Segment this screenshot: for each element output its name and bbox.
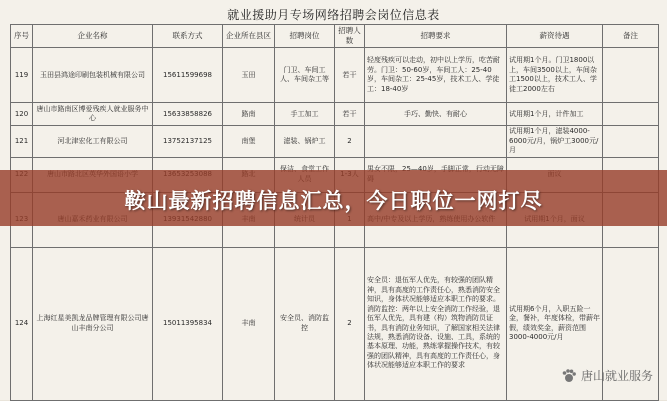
cell-district: 丰南 — [223, 247, 275, 400]
cell-note — [603, 48, 659, 103]
cell-requirements: 安全员：退伍军人优先，有较强的团队精神，具有高度的工作责任心，熟悉消防安全知识，身体状况能够适应本职工作的要求。消防监控：两年以上安全消防工作经验，退伍军人优先，具有建（构）筑物消防员证书，具有消防业务知识，了解国家相关法律法规，熟悉消防设备、设施、工具，系统的基本原理、功能，熟练掌握操作技术，有较强的团队精神，具有高度的工作责任心，身体状况能够适应本职工作的要求 — [365, 247, 507, 400]
cell-phone: 15011395834 — [153, 247, 223, 400]
document-title: 就业援助月专场网络招聘会岗位信息表 — [227, 8, 440, 22]
cell-count: 2 — [335, 126, 365, 157]
cell-district: 路南 — [223, 103, 275, 126]
cell-requirements — [365, 126, 507, 157]
cell-count: 若干 — [335, 48, 365, 103]
table-row — [11, 48, 659, 103]
header-no: 序号 — [11, 25, 33, 48]
cell-phone: 13752137125 — [153, 126, 223, 157]
cell-note — [603, 103, 659, 126]
cell-no: 121 — [11, 126, 33, 157]
header-count: 招聘人数 — [335, 25, 365, 48]
cell-company: 唐山市路南区博爱残疾人就业服务中心 — [33, 103, 153, 126]
cell-phone: 15611599698 — [153, 48, 223, 103]
cell-requirements: 轻度残疾可以走动，初中以上学历，吃苦耐劳。门卫：50-60岁，车间工人：25-40岁，车间杂工：25-45岁，技术工人、学徒工：18-40岁 — [365, 48, 507, 103]
header-note: 备注 — [603, 25, 659, 48]
header-requirements: 招聘要求 — [365, 25, 507, 48]
table-row — [11, 126, 659, 157]
cell-district: 南堡 — [223, 126, 275, 157]
watermark-label: 唐山就业服务 — [580, 369, 653, 383]
cell-note — [603, 126, 659, 157]
cell-requirements: 手巧、勤快、有耐心 — [365, 103, 507, 126]
table-row — [11, 103, 659, 126]
cell-count: 若干 — [335, 103, 365, 126]
cell-no: 119 — [11, 48, 33, 103]
header-company: 企业名称 — [33, 25, 153, 48]
header-phone: 联系方式 — [153, 25, 223, 48]
header-position: 招聘岗位 — [275, 25, 335, 48]
cell-phone: 15633858826 — [153, 103, 223, 126]
cell-no: 120 — [11, 103, 33, 126]
cell-company: 玉田县鸿途印刷包装机械有限公司 — [33, 48, 153, 103]
cell-district: 玉田 — [223, 48, 275, 103]
header-salary: 薪资待遇 — [507, 25, 603, 48]
cell-salary: 试用期1个月，计件加工 — [507, 103, 603, 126]
cell-salary: 试用期6个月，入职五险一金，餐补，年度体检，带薪年假，绩效奖金，薪资范围3000-4000元/月 — [507, 247, 603, 400]
cell-count: 2 — [335, 247, 365, 400]
table-header-row — [11, 25, 659, 48]
cell-position: 安全员、消防监控 — [275, 247, 335, 400]
weibo-paw-icon — [561, 368, 577, 384]
cell-salary: 试用期1个月，滤装4000-6000元/月，锅炉工3000元/月 — [507, 126, 603, 157]
headline-text: 鞍山最新招聘信息汇总，今日职位一网打尽 — [124, 189, 543, 213]
cell-company: 上海红星美凯龙品牌管理有限公司唐山丰南分公司 — [33, 247, 153, 400]
cell-position: 门卫、车间工人、车间杂工等 — [275, 48, 335, 103]
source-watermark — [561, 367, 653, 384]
cell-no: 124 — [11, 247, 33, 400]
cell-position: 滤装、锅炉工 — [275, 126, 335, 157]
cell-salary: 试用期1个月。门卫1800以上，车间3500以上，车间杂工1500以上，技术工人、学徒工2000左右 — [507, 48, 603, 103]
cell-position: 手工加工 — [275, 103, 335, 126]
header-district: 企业所在县区 — [223, 25, 275, 48]
cell-company: 河北津宏化工有限公司 — [33, 126, 153, 157]
